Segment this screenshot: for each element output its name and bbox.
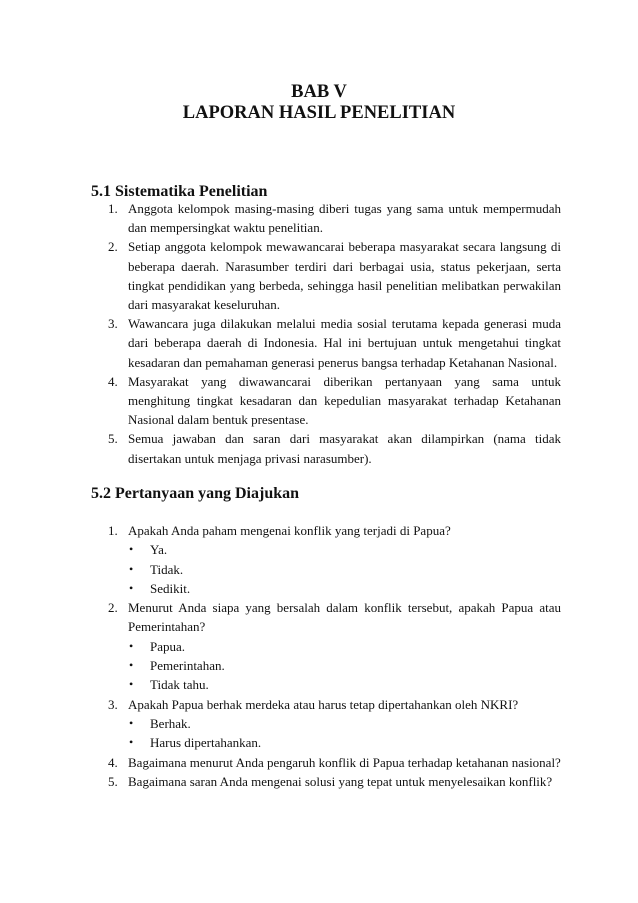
answer-option: • Harus dipertahankan. (128, 733, 561, 752)
item-text: Anggota kelompok masing-masing diberi tugas yang sama untuk mempermudah dan mempersingkat waktu penelitian. (128, 201, 561, 236)
item-number: 5. (108, 773, 118, 789)
item-number: 1. (108, 201, 118, 216)
list-item (89, 314, 561, 372)
question-item (89, 695, 561, 753)
item-number: 1. (108, 523, 118, 538)
list-item (89, 237, 561, 314)
answer-option: • Tidak tahu. (128, 675, 561, 694)
question-text: Bagaimana saran Anda mengenai solusi yang tepat untuk menyelesaikan konflik? (128, 773, 553, 789)
bullet-icon: • (129, 638, 134, 653)
bullet-icon: • (129, 542, 134, 557)
methodology-list (89, 199, 561, 468)
question-item (89, 521, 561, 598)
item-text: Wawancara juga dilakukan melalui media sosial terutama kepada generasi muda dari beberapa daerah di Indonesia. Hal ini bertujuan untuk mengetahui tingkat kesadaran dan pemahaman generasi penerus bangsa terhadap Ketahanan Nasional. (128, 316, 561, 370)
answer-option: • Papua. (128, 637, 561, 656)
answer-options (128, 540, 561, 598)
item-number: 2. (108, 600, 118, 616)
item-number: 2. (108, 239, 118, 255)
item-text: Semua jawaban dan saran dari masyarakat akan dilampirkan (nama tidak disertakan untuk menjaga privasi narasumber). (128, 431, 561, 466)
question-list (89, 521, 561, 791)
chapter-title: BAB V (291, 82, 347, 102)
item-number: 5. (108, 431, 118, 447)
question-text: Menurut Anda siapa yang bersalah dalam konflik tersebut, apakah Papua atau Pemerintahan? (128, 600, 561, 635)
question-text: Apakah Papua berhak merdeka atau harus tetap dipertahankan oleh NKRI? (128, 696, 519, 712)
item-number: 4. (108, 373, 118, 389)
answer-option: • Pemerintahan. (128, 656, 561, 675)
section-heading-sistematika: 5.1 Sistematika Penelitian (91, 183, 268, 200)
answer-option: • Ya. (128, 540, 561, 559)
bullet-icon: • (129, 580, 134, 595)
item-text: Masyarakat yang diwawancarai diberikan pertanyaan yang sama untuk menghitung tingkat kesadaran dan kepedulian masyarakat terhadap Ketahanan Nasional dalam bentuk presentase. (128, 373, 561, 428)
answer-options (128, 637, 561, 695)
item-text: Setiap anggota kelompok mewawancarai beberapa masyarakat secara langsung di beberapa daerah. Narasumber terdiri dari berbagai usia, status pekerjaan, serta tingkat pendidikan yang berbeda, sehingga hasil penelitian melibatkan perwakilan dari masyarakat keseluruhan. (128, 239, 561, 313)
question-text: Bagaimana menurut Anda pengaruh konflik di Papua terhadap ketahanan nasional? (128, 754, 561, 770)
item-number: 3. (108, 696, 118, 712)
answer-option: • Berhak. (128, 714, 561, 733)
answer-option: • Sedikit. (128, 579, 561, 598)
bullet-icon: • (129, 715, 134, 730)
question-item (89, 753, 561, 772)
answer-options (128, 714, 561, 753)
list-item (89, 429, 561, 467)
answer-option: • Tidak. (128, 560, 561, 579)
question-text: Apakah Anda paham mengenai konflik yang terjadi di Papua? (128, 523, 451, 538)
bullet-icon: • (129, 735, 134, 750)
list-item (89, 372, 561, 430)
question-item (89, 598, 561, 694)
item-number: 3. (108, 316, 118, 332)
report-title: LAPORAN HASIL PENELITIAN (182, 103, 456, 123)
bullet-icon: • (129, 658, 134, 673)
item-number: 4. (108, 754, 118, 770)
question-item (89, 772, 561, 791)
bullet-icon: • (129, 677, 134, 692)
list-item (89, 199, 561, 237)
section-heading-pertanyaan: 5.2 Pertanyaan yang Diajukan (91, 485, 300, 502)
bullet-icon: • (129, 561, 134, 576)
